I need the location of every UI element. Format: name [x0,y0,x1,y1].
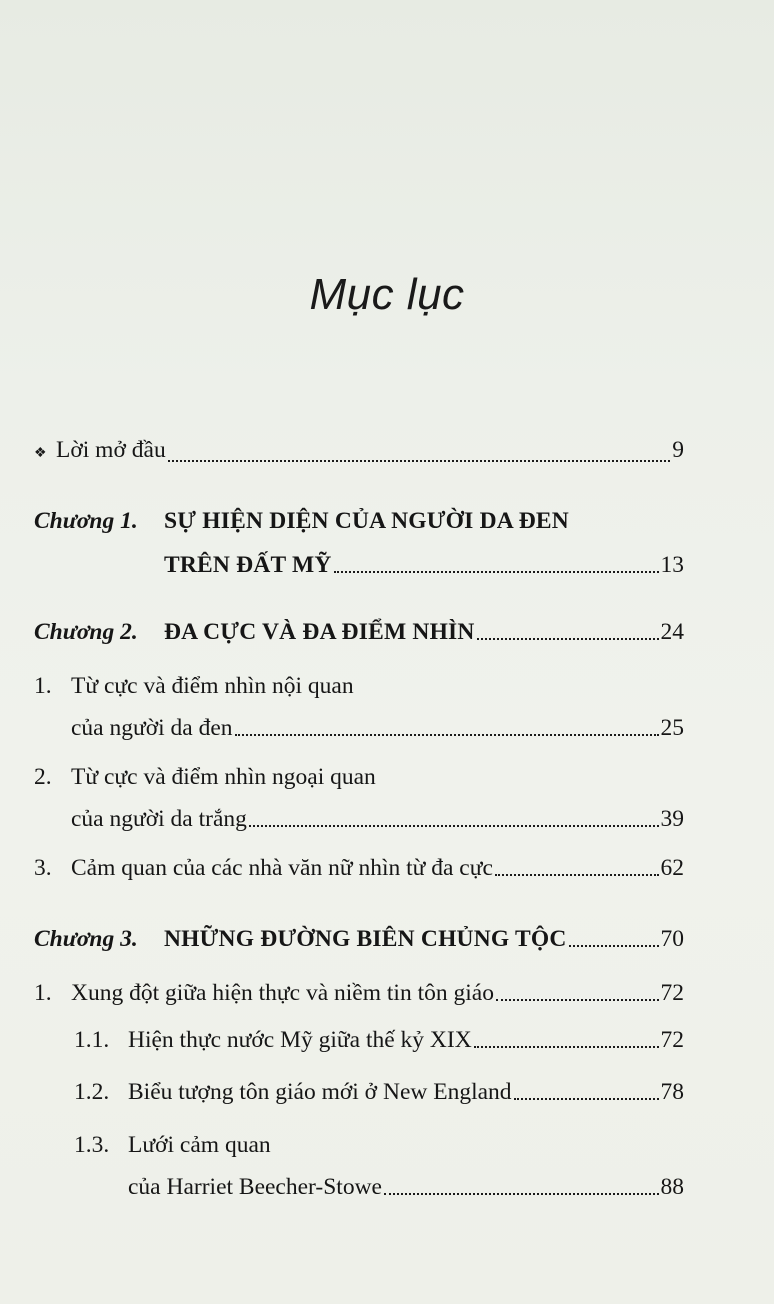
toc-entry-label: Lời mở đầu [56,437,166,463]
page-number: 72 [660,980,684,1006]
subsection-number: 1.3. [74,1132,110,1158]
dot-leader [569,945,659,947]
section-title-line-2: của người da trắng [71,806,247,832]
toc-chapter-2[interactable] [34,618,684,646]
dot-leader [235,734,659,736]
section-title-line-1: Từ cực và điểm nhìn nội quan [71,673,354,699]
toc-entry-intro[interactable] [34,436,684,468]
page-number: 70 [660,926,684,952]
subsection-title: Hiện thực nước Mỹ giữa thế kỷ XIX [128,1027,472,1053]
dot-leader [495,874,659,876]
dot-leader [514,1098,659,1100]
page-number: 62 [660,855,684,881]
dot-leader [477,638,659,640]
chapter-label: Chương 3. [34,926,138,952]
chapter-title-line-1: SỰ HIỆN DIỆN CỦA NGƯỜI DA ĐEN [164,508,569,534]
section-number: 1. [34,673,52,699]
toc-section-3-1[interactable] [34,979,684,1007]
toc-subsection-1-1[interactable] [74,1026,684,1054]
toc-subsection-1-3[interactable] [74,1131,684,1201]
page-number: 24 [660,619,684,645]
section-number: 3. [34,855,52,881]
section-number: 1. [34,980,52,1006]
subsection-number: 1.2. [74,1079,110,1105]
chapter-title-line-2: TRÊN ĐẤT MỸ [164,552,332,578]
dot-leader [474,1046,659,1048]
dot-leader [168,460,671,462]
chapter-title: NHỮNG ĐƯỜNG BIÊN CHỦNG TỘC [164,926,567,952]
chapter-label: Chương 2. [34,619,138,645]
section-title-line-2: của người da đen [71,715,233,741]
dot-leader [496,999,659,1001]
section-title-line-1: Từ cực và điểm nhìn ngoại quan [71,764,376,790]
page-number: 78 [660,1079,684,1105]
page-number: 13 [660,552,684,578]
dot-leader [334,571,659,573]
page-number: 25 [660,715,684,741]
page-number: 88 [660,1174,684,1200]
page-number: 9 [672,437,684,463]
subsection-title: Biểu tượng tôn giáo mới ở New England [128,1079,512,1105]
page-number: 72 [660,1027,684,1053]
dot-leader [249,825,659,827]
toc-section-2-2[interactable] [34,763,684,833]
dot-leader [384,1193,659,1195]
toc-section-2-3[interactable] [34,854,684,882]
page-title: Mục lục [309,270,465,319]
toc-chapter-1[interactable] [34,507,684,579]
section-number: 2. [34,764,52,790]
diamond-bullet-icon: ❖ [34,446,47,461]
toc-chapter-3[interactable] [34,925,684,953]
chapter-label: Chương 1. [34,508,138,534]
toc-subsection-1-2[interactable] [74,1078,684,1106]
section-title: Cảm quan của các nhà văn nữ nhìn từ đa cực [71,855,493,881]
subsection-number: 1.1. [74,1027,110,1053]
section-title: Xung đột giữa hiện thực và niềm tin tôn giáo [71,980,494,1006]
toc-section-2-1[interactable] [34,672,684,742]
page-number: 39 [660,806,684,832]
chapter-title: ĐA CỰC VÀ ĐA ĐIỂM NHÌN [164,619,475,645]
subsection-title-line-2: của Harriet Beecher-Stowe [128,1174,382,1200]
subsection-title-line-1: Lưới cảm quan [128,1132,271,1158]
